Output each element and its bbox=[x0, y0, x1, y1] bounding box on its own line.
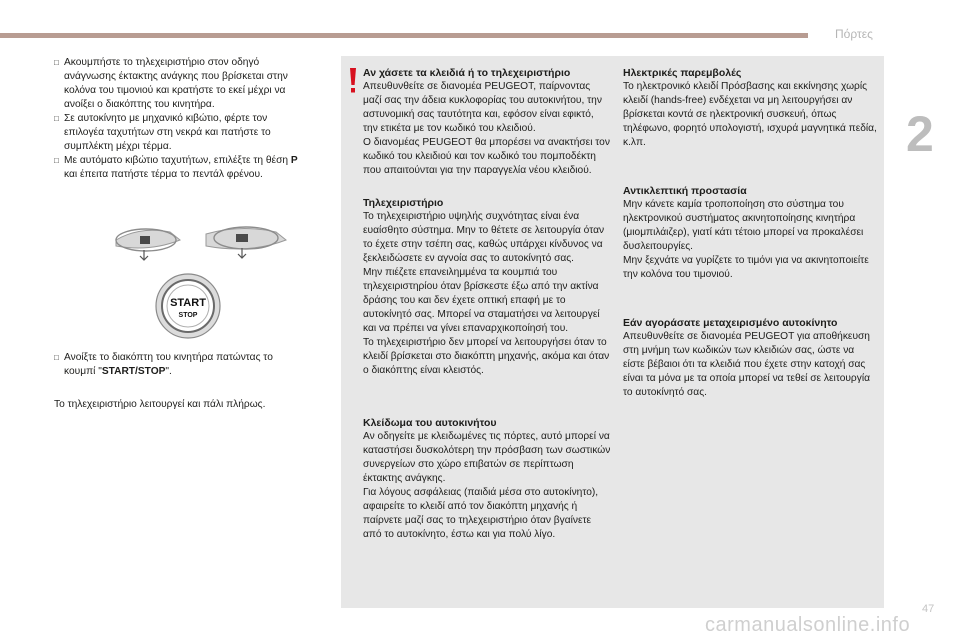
block-body: Μην κάνετε καμία τροποποίηση στο σύστημα του ηλεκτρονικού συστήματος ακινητοποίησης κινητήρα (μιομπιλάιζερ), γιατί κάτι τέτοιο μπορεί να προκαλέσει δυσλειτουργίες. Μην ξεχνάτε να γυρίζετε το τιμόνι για να ακινητοποιείτε την κολόνα του τιμονιού. bbox=[623, 199, 869, 280]
block-title: Ηλεκτρικές παρεμβολές bbox=[623, 67, 742, 79]
bullet-4-post: ". bbox=[165, 366, 172, 377]
bullet-4-line bbox=[54, 351, 299, 379]
start-label: START bbox=[170, 297, 206, 309]
steering-column-left-icon bbox=[116, 229, 180, 260]
section-title: Πόρτες bbox=[835, 27, 873, 41]
bullet-1 bbox=[54, 56, 299, 112]
steering-column-right-icon bbox=[206, 227, 286, 258]
page-number: 47 bbox=[922, 603, 935, 615]
lost-keys-block bbox=[363, 66, 611, 178]
bullet-3 bbox=[54, 154, 299, 182]
bullet-marker-icon: □ bbox=[54, 58, 59, 67]
watermark: carmanualsonline.info bbox=[705, 614, 911, 636]
bullet-2-text: Σε αυτοκίνητο με μηχανικό κιβώτιο, φέρτε τον επιλογέα ταχυτήτων στη νεκρά και πατήστε το συμπλέκτη μέχρι τέρμα. bbox=[64, 113, 271, 152]
info-column-left bbox=[363, 66, 611, 557]
start-stop-label: START/STOP bbox=[101, 366, 166, 377]
instructions-column bbox=[54, 56, 299, 182]
block-title: Αντικλεπτική προστασία bbox=[623, 185, 747, 197]
bullet-2 bbox=[54, 112, 299, 154]
bullet-marker-icon: □ bbox=[54, 114, 59, 123]
illustration bbox=[110, 220, 300, 340]
block-body: Αν οδηγείτε με κλειδωμένες τις πόρτες, αυτό μπορεί να καταστήσει δυσκολότερη την πρόσβαση των σωστικών συνεργείων στο χώρο επιβατών σε περίπτωση έκτακτης ανάγκης. Για λόγους ασφάλειας (παιδιά μέσα στο αυτοκίνητο), αφαιρείτε το κλειδί από τον διακόπτη μηχανής ή παίρνετε μαζί σας το τηλεχειριστήριο όταν βγαίνετε από το αυτοκίνητο, έστω και για πολύ λίγο. bbox=[363, 431, 611, 540]
interference-block bbox=[623, 66, 878, 150]
bullet-4-pre: Ανοίξτε το διακόπτη του κινητήρα πατώντας το κουμπί " bbox=[64, 352, 273, 377]
block-title: Τηλεχειριστήριο bbox=[363, 197, 444, 209]
bullet-marker-icon: □ bbox=[54, 156, 59, 165]
anti-theft-block bbox=[623, 184, 878, 282]
block-title: Εάν αγοράσατε μεταχειρισμένο αυτοκίνητο bbox=[623, 317, 838, 329]
block-title: Κλείδωμα του αυτοκινήτου bbox=[363, 417, 497, 429]
start-stop-button-icon bbox=[156, 274, 220, 338]
bullet-1-text: Ακουμπήστε το τηλεχειριστήριο στον οδηγό ανάγνωσης έκτακτης ανάγκης που βρίσκεται στην κολόνα του τιμονιού και κρατήστε το εκεί μέχρι να ανοίξει ο διακόπτης του κινητήρα. bbox=[64, 57, 288, 110]
block-body: Το τηλεχειριστήριο υψηλής συχνότητας είναι ένα ευαίσθητο σύστημα. Μην το θέτετε σε λειτουργία όταν το έχετε στην τσέπη σας, καθώς υπάρχει κίνδυνος να ξεκλειδώσετε εν αγνοία σας το αυτοκίνητό σας. Μην πιέζετε επανειλημμένα τα κουμπιά του τηλεχειριστηρίου όταν βρίσκεστε έξω από την ακτίνα δράσης του και δεν έχετε οπτική επαφή με το αυτοκίνητό σας. Μπορεί να σταματήσει να λειτουργεί και να πρέπει να γίνει επαναρχικοποίησή του. Το τηλεχειριστήριο δεν μπορεί να λειτουργήσει όταν το κλειδί βρίσκεται στο διακόπτη μηχανής, ακόμα και όταν ο διακόπτης είναι κλειστός. bbox=[363, 211, 610, 376]
bullet-3-pre: Με αυτόματο κιβώτιο ταχυτήτων, επιλέξτε τη θέση bbox=[64, 155, 291, 166]
block-body: Το ηλεκτρονικό κλειδί Πρόσβασης και εκκίνησης χωρίς κλειδί (hands-free) ενδέχεται να μη λειτουργήσει αν βρίσκεται κοντά σε ηλεκτρονική συσκευή, όπως τηλέφωνο, φορητό υπολογιστή, ισχυρά μαγνητικά πεδία, κ.λπ. bbox=[623, 81, 877, 148]
remote-control-block bbox=[363, 196, 611, 378]
vehicle-locking-block bbox=[363, 416, 611, 542]
bullet-3-post: και έπειτα πατήστε τέρμα το πεντάλ φρένου. bbox=[64, 169, 263, 180]
block-title: Αν χάσετε τα κλειδιά ή το τηλεχειριστήριο bbox=[363, 67, 571, 79]
used-vehicle-block bbox=[623, 316, 878, 400]
chapter-number: 2 bbox=[906, 106, 934, 162]
block-body: Απευθυνθείτε σε διανομέα PEUGEOT, παίρνοντας μαζί σας την άδεια κυκλοφορίας του αυτοκινήτου, την αστυνομική σας ταυτότητα και, εφόσον είναι εφικτό, την ετικέτα με τον κωδικό του κλειδιού. Ο διανομέας PEUGEOT θα μπορέσει να ανακτήσει τον κωδικό του κλειδιού και τον κωδικό του πομποδέκτη που απαιτούνται για την παραγγελία νέου κλειδιού. bbox=[363, 81, 610, 176]
info-column-right bbox=[623, 66, 878, 415]
gear-p-label: P bbox=[290, 155, 298, 166]
bullet-4 bbox=[54, 351, 299, 379]
remote-works-note: Το τηλεχειριστήριο λειτουργεί και πάλι πλήρως. bbox=[54, 399, 266, 410]
warning-exclamation-icon bbox=[348, 68, 358, 94]
block-body: Απευθυνθείτε σε διανομέα PEUGEOT για αποθήκευση στη μνήμη των κωδικών των κλειδιών σας, ώστε να είστε βέβαιοι ότι τα κλειδιά που έχετε στην κατοχή σας είναι τα μόνα με τα οποία μπορεί να τεθεί σε λειτουργία το αυτοκίνητό σας. bbox=[623, 331, 870, 398]
stop-label: STOP bbox=[178, 312, 198, 319]
header-bar bbox=[0, 33, 808, 38]
bullet-marker-icon: □ bbox=[54, 353, 59, 362]
